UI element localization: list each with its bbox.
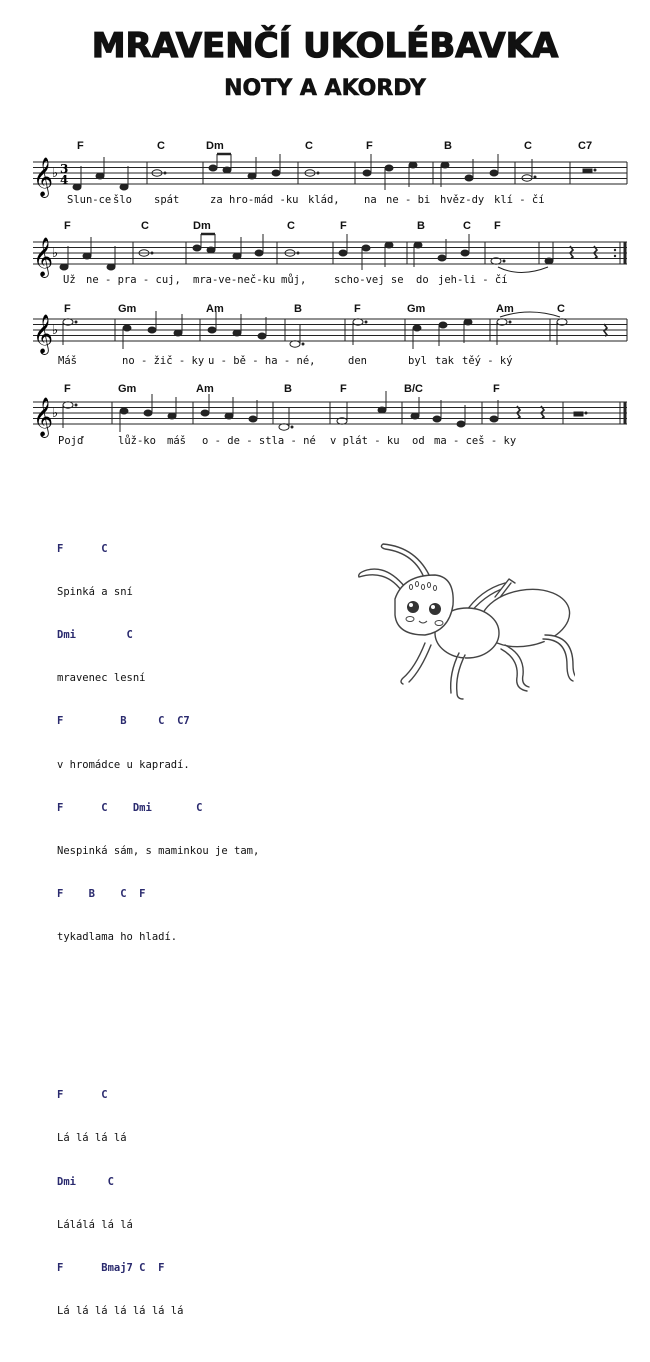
chord-label: B (417, 220, 425, 232)
treble-clef-icon: 𝄞 (33, 157, 54, 197)
song-subtitle: NOTY A AKORDY (224, 76, 426, 101)
chord-label: C (524, 140, 532, 152)
lyric-line: Lá lá lá lá (57, 1132, 127, 1145)
chord-label: F (64, 220, 71, 232)
lyric-line: Lálálá lá lá (57, 1218, 133, 1231)
chord-label: B (284, 383, 292, 395)
treble-clef-icon: 𝄞 (33, 397, 54, 437)
chord-line: F C (57, 1089, 108, 1102)
lyric-syllables: den (348, 355, 367, 367)
music-staff-4 (0, 375, 650, 455)
ant-illustration-icon (355, 535, 575, 705)
lyric-syllables: o - de - stla - né (202, 435, 316, 447)
lyric-syllables: no - žič - ky (122, 355, 205, 367)
flat-icon: ♭ (52, 166, 59, 181)
treble-clef-icon: 𝄞 (33, 237, 54, 277)
chord-line: Dmi C (57, 1175, 114, 1188)
chord-label: F (340, 383, 347, 395)
song-title: MRAVENČÍ UKOLÉBAVKA (91, 26, 559, 66)
lyric-syllables: Pojď (58, 435, 84, 447)
lyric-syllables: ne - bi (386, 194, 431, 206)
chord-label: B/C (404, 383, 423, 395)
svg-text:4: 4 (60, 173, 69, 187)
chord-label: F (354, 303, 361, 315)
chord-label: Gm (407, 303, 426, 315)
lyric-syllables: jeh-li - čí (438, 274, 508, 286)
lyric-syllables: ma - ceš - ky (434, 435, 517, 447)
chord-line: F Bmaj7 C F (57, 1261, 165, 1274)
lyric-line: mravenec lesní (57, 672, 146, 685)
lyric-syllables: ne - pra - cuj, (86, 274, 181, 286)
chord-label: F (366, 140, 373, 152)
lyric-syllables: hvěz-dy (440, 194, 485, 206)
chord-label: B (294, 303, 302, 315)
lyric-syllables: byl (408, 355, 427, 367)
lyric-syllables: Už (63, 274, 76, 286)
flat-icon: ♭ (52, 406, 59, 421)
lyric-syllables: těý - ký (462, 355, 513, 367)
lyric-syllables: scho-vej se (334, 274, 404, 286)
chord-label: Am (196, 383, 214, 395)
lyric-syllables: lůž-ko (118, 435, 156, 447)
chord-line: F B C C7 (57, 715, 190, 728)
music-staff-3 (0, 295, 650, 375)
lyric-line: Nespinká sám, s maminkou je tam, (57, 845, 260, 858)
chord-label: F (494, 220, 501, 232)
lyric-syllables: od (412, 435, 425, 447)
chord-label: B (444, 140, 452, 152)
lyric-syllables: do (416, 274, 429, 286)
lyric-syllables: za hro-mád -ku (210, 194, 299, 206)
lyric-syllables: šlo (113, 194, 132, 206)
chord-label: C (305, 140, 313, 152)
chord-label: C7 (578, 140, 593, 152)
chord-label: C (557, 303, 565, 315)
chord-label: F (77, 140, 84, 152)
chord-line: Dmi C (57, 629, 133, 642)
chord-label: C (287, 220, 295, 232)
chord-label: F (64, 383, 71, 395)
chord-line: F B C F (57, 888, 146, 901)
lyric-syllables: tak (435, 355, 454, 367)
refrain-block (57, 1059, 259, 1347)
lyric-line: Lá lá lá lá lá lá lá (57, 1305, 184, 1318)
chord-label: Gm (118, 383, 137, 395)
lyric-line: v hromádce u kapradí. (57, 758, 190, 771)
chord-label: Am (206, 303, 224, 315)
verse-block (57, 513, 259, 974)
lyric-syllables: můj, (281, 274, 307, 286)
chord-sheet (57, 484, 259, 1362)
chord-label: F (493, 383, 500, 395)
lyric-syllables: spát (154, 194, 180, 206)
chord-label: F (340, 220, 347, 232)
lyric-syllables: máš (167, 435, 186, 447)
chord-label: C (157, 140, 165, 152)
chord-label: Gm (118, 303, 137, 315)
chord-label: Am (496, 303, 514, 315)
chord-label: C (141, 220, 149, 232)
lyric-syllables: klí - čí (494, 194, 545, 206)
lyric-syllables: Máš (58, 355, 77, 367)
lyric-syllables: mra-ve-neč-ku (193, 274, 276, 286)
staff-system-3 (0, 295, 650, 375)
chord-label: Dm (206, 140, 224, 152)
svg-text:3: 3 (60, 162, 69, 176)
chord-label: F (64, 303, 71, 315)
flat-icon: ♭ (52, 323, 59, 338)
lyric-syllables: na (364, 194, 377, 206)
lyric-syllables: u - bě - ha - né, (208, 355, 316, 367)
lyric-line: Spinká a sní (57, 585, 133, 598)
chord-label: C (463, 220, 471, 232)
treble-clef-icon: 𝄞 (33, 314, 54, 354)
lyric-syllables: klád, (308, 194, 340, 206)
chord-line: F C Dmi C (57, 801, 203, 814)
staff-system-4 (0, 375, 650, 455)
lyric-syllables: Slun-ce (67, 194, 112, 206)
flat-icon: ♭ (52, 246, 59, 261)
chord-line: F C (57, 542, 108, 555)
lyric-line: tykadlama ho hladí. (57, 931, 178, 944)
lyric-syllables: v plát - ku (330, 435, 400, 447)
chord-label: Dm (193, 220, 211, 232)
